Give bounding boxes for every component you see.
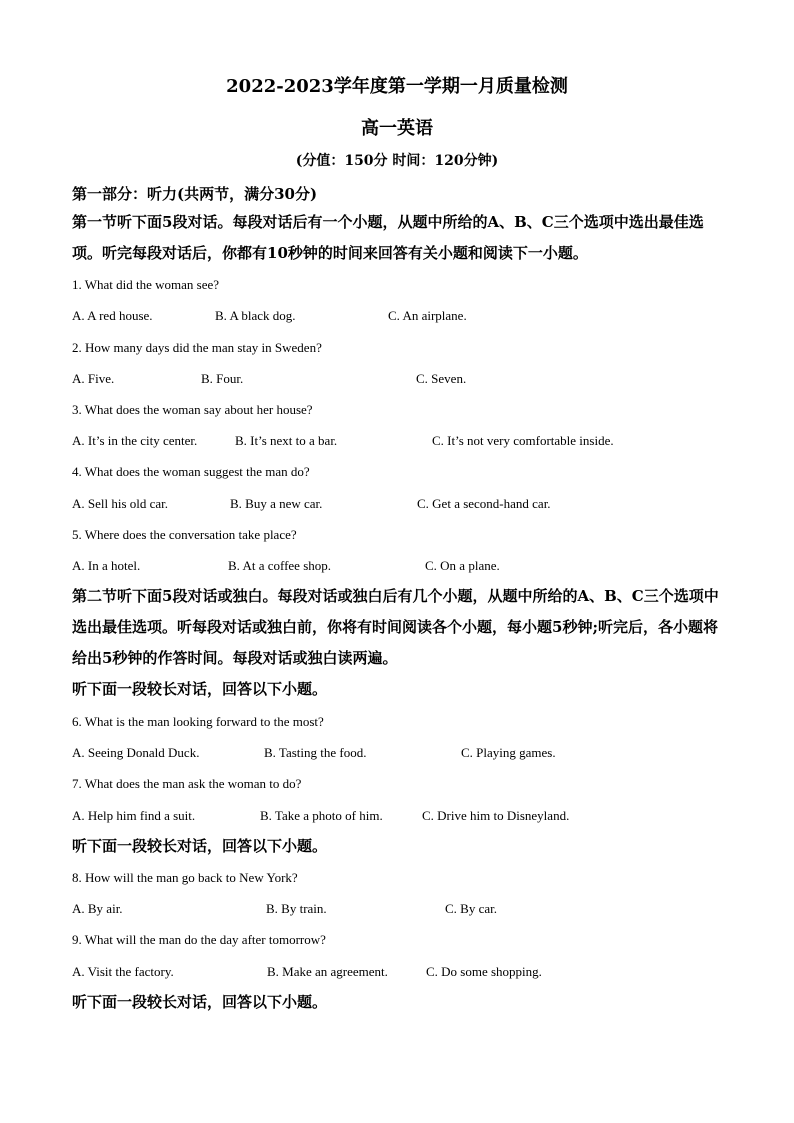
option-c: C. Do some shopping. — [426, 964, 542, 979]
listen-prompt: 听下面一段较长对话，回答以下小题。 — [72, 837, 328, 855]
option-b: B. Buy a new car. — [230, 496, 323, 511]
option-c: C. Playing games. — [461, 745, 556, 760]
option-b: B. A black dog. — [215, 308, 296, 323]
option-a: A. In a hotel. — [72, 558, 141, 573]
option-a: A. Sell his old car. — [72, 496, 169, 511]
part1-heading: 第一部分：听力(共两节，满分30分) — [72, 185, 318, 203]
question-text: 9. What will the man do the day after tomorrow? — [72, 932, 326, 947]
option-b: B. Make an agreement. — [267, 964, 388, 979]
exam-info: (分值：150分 时间：120分钟) — [295, 153, 499, 169]
option-c: C. Get a second-hand car. — [417, 496, 551, 511]
question-text: 4. What does the woman suggest the man do? — [72, 464, 310, 479]
option-a: A. By air. — [72, 901, 123, 916]
option-c: C. Seven. — [416, 371, 467, 386]
option-c: C. Drive him to Disneyland. — [422, 808, 570, 823]
option-c: C. By car. — [445, 901, 497, 916]
option-b: B. At a coffee shop. — [228, 558, 332, 573]
option-b: B. Tasting the food. — [264, 745, 367, 760]
option-c: C. It’s not very comfortable inside. — [432, 433, 614, 448]
option-a: A. It’s in the city center. — [72, 433, 198, 448]
option-b: B. Four. — [201, 371, 244, 386]
listen-prompt: 听下面一段较长对话，回答以下小题。 — [72, 680, 328, 698]
question-text: 1. What did the woman see? — [72, 277, 220, 292]
exam-subject: 高一英语 — [361, 118, 433, 139]
listen-prompt: 听下面一段较长对话，回答以下小题。 — [72, 993, 328, 1011]
option-a: A. Five. — [72, 371, 115, 386]
option-a: A. Help him find a suit. — [72, 808, 196, 823]
option-c: C. On a plane. — [425, 558, 500, 573]
question-text: 3. What does the woman say about her house? — [72, 402, 313, 417]
question-text: 2. How many days did the man stay in Sweden? — [72, 340, 322, 355]
option-b: B. By train. — [266, 901, 327, 916]
option-a: A. A red house. — [72, 308, 153, 323]
section2-instructions: 第二节听下面5段对话或独白。每段对话或独白后有几个小题，从题中所给的A、B、C三个选项中选出最佳选项。听每段对话或独白前，你将有时间阅读各个小题，每小题5秒钟;听完后，各小题将给出5秒钟的作答时间。每段对话或独白读两遍。 — [72, 587, 719, 667]
question-text: 6. What is the man looking forward to the most? — [72, 714, 324, 729]
question-text: 7. What does the man ask the woman to do? — [72, 776, 302, 791]
section1-instructions: 第一节听下面5段对话。每段对话后有一个小题，从题中所给的A、B、C三个选项中选出最佳选项。听完每段对话后，你都有10秒钟的时间来回答有关小题和阅读下一小题。 — [72, 213, 704, 262]
question-text: 8. How will the man go back to New York? — [72, 870, 298, 885]
option-c: C. An airplane. — [388, 308, 467, 323]
option-b: B. It’s next to a bar. — [235, 433, 338, 448]
option-a: A. Visit the factory. — [72, 964, 174, 979]
option-b: B. Take a photo of him. — [260, 808, 383, 823]
question-text: 5. Where does the conversation take place? — [72, 527, 297, 542]
option-a: A. Seeing Donald Duck. — [72, 745, 200, 760]
exam-title: 2022-2023学年度第一学期一月质量检测 — [226, 76, 568, 97]
